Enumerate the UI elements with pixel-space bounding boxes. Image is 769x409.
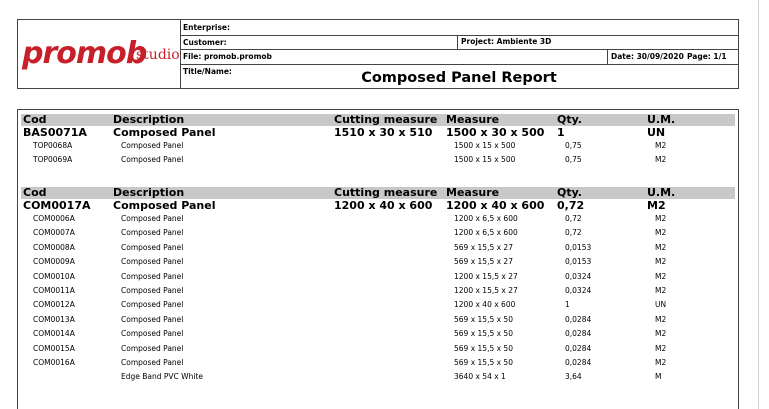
- customer-row: [180, 35, 738, 50]
- item-meas: 569 x 15,5 x 27: [454, 242, 513, 252]
- group-main-row: [21, 126, 735, 139]
- item-qty: 3,64: [565, 372, 582, 382]
- item-cod: COM0009A: [33, 257, 75, 267]
- group-cut: 1200 x 40 x 600: [334, 199, 433, 212]
- group-cut: 1510 x 30 x 510: [334, 126, 433, 139]
- item-qty: 0,0324: [565, 271, 592, 281]
- page-edge: [758, 0, 759, 409]
- item-um: M2: [655, 214, 667, 223]
- group-cod: BAS0071A: [23, 126, 87, 139]
- item-meas: 569 x 15,5 x 50: [454, 329, 513, 339]
- item-meas: 1200 x 40 x 600: [454, 300, 516, 310]
- item-qty: 0,72: [565, 228, 582, 238]
- column-header-row: [21, 187, 735, 199]
- item-desc: Composed Panel: [121, 228, 184, 238]
- item-meas: 1500 x 15 x 500: [454, 141, 516, 150]
- item-qty: 0,0284: [565, 329, 592, 339]
- item-cod: TOP0068A: [33, 141, 73, 150]
- report-header: [17, 19, 739, 89]
- column-header-meas: Measure: [446, 186, 500, 199]
- report-title: Composed Panel Report: [361, 70, 557, 86]
- item-desc: Composed Panel: [121, 214, 184, 223]
- item-desc: Composed Panel: [121, 155, 184, 165]
- item-um: M2: [655, 155, 667, 165]
- item-um: M2: [655, 343, 667, 353]
- item-um: M2: [655, 257, 667, 267]
- logo-main-text: promob: [22, 36, 147, 71]
- file-field: File: promob.promob: [183, 52, 272, 61]
- item-cod: COM0011A: [33, 286, 75, 295]
- item-um: M2: [655, 286, 667, 295]
- item-cod: COM0010A: [33, 271, 75, 281]
- item-meas: 3640 x 54 x 1: [454, 372, 506, 382]
- group-um: M2: [647, 199, 666, 212]
- item-um: M2: [655, 242, 667, 252]
- promob-logo: [18, 20, 181, 88]
- table-row: [21, 327, 735, 341]
- item-desc: Composed Panel: [121, 286, 184, 295]
- item-cod: COM0006A: [33, 214, 75, 223]
- item-meas: 569 x 15,5 x 27: [454, 257, 513, 267]
- item-cod: COM0015A: [33, 343, 75, 353]
- item-qty: 0,0153: [565, 257, 592, 267]
- group-cod: COM0017A: [23, 199, 91, 212]
- table-row: [21, 241, 735, 255]
- item-meas: 1200 x 6,5 x 600: [454, 228, 518, 238]
- item-qty: 0,0153: [565, 242, 592, 252]
- item-meas: 1200 x 15,5 x 27: [454, 286, 518, 295]
- item-qty: 0,75: [565, 141, 582, 150]
- item-meas: 569 x 15,5 x 50: [454, 314, 513, 324]
- logo-sub-text: studio: [136, 47, 180, 63]
- table-row: [21, 356, 735, 370]
- column-header-row: [21, 114, 735, 126]
- table-row: [21, 298, 735, 312]
- table-row: [21, 139, 735, 153]
- item-desc: Composed Panel: [121, 329, 184, 339]
- item-um: M: [655, 372, 662, 382]
- column-header-cut: Cutting measure: [334, 186, 438, 199]
- group-meas: 1200 x 40 x 600: [446, 199, 545, 212]
- item-cod: COM0013A: [33, 314, 75, 324]
- column-header-cod: Cod: [23, 113, 47, 126]
- item-qty: 0,0284: [565, 343, 592, 353]
- group-qty: 1: [557, 126, 565, 139]
- item-desc: Composed Panel: [121, 343, 184, 353]
- column-header-desc: Description: [113, 186, 185, 199]
- item-desc: Composed Panel: [121, 300, 184, 310]
- customer-label: Customer:: [183, 38, 227, 47]
- item-um: M2: [655, 141, 667, 150]
- item-qty: 0,0284: [565, 358, 592, 367]
- table-row: [21, 226, 735, 240]
- item-cod: COM0016A: [33, 358, 75, 367]
- column-header-qty: Qty.: [557, 113, 582, 126]
- group-meas: 1500 x 30 x 500: [446, 126, 545, 139]
- item-um: M2: [655, 271, 667, 281]
- group-main-row: [21, 199, 735, 212]
- table-row: [21, 370, 735, 384]
- item-um: M2: [655, 228, 667, 238]
- title-label: Title/Name:: [183, 67, 232, 76]
- item-meas: 569 x 15,5 x 50: [454, 358, 513, 367]
- column-header-cut: Cutting measure: [334, 113, 438, 126]
- column-header-cod: Cod: [23, 186, 47, 199]
- item-qty: 0,75: [565, 155, 582, 165]
- item-um: M2: [655, 329, 667, 339]
- project-field: Project: Ambiente 3D: [457, 35, 551, 49]
- item-um: M2: [655, 358, 667, 367]
- item-desc: Composed Panel: [121, 358, 184, 367]
- group-qty: 0,72: [557, 199, 585, 212]
- item-desc: Edge Band PVC White: [121, 372, 203, 382]
- item-um: M2: [655, 314, 667, 324]
- item-cod: COM0012A: [33, 300, 75, 310]
- item-cod: COM0008A: [33, 242, 75, 252]
- column-header-um: U.M.: [647, 113, 676, 126]
- column-header-meas: Measure: [446, 113, 500, 126]
- file-row: [180, 49, 738, 65]
- item-qty: 0,72: [565, 214, 582, 223]
- table-row: [21, 212, 735, 226]
- item-cod: COM0007A: [33, 228, 75, 238]
- column-header-um: U.M.: [647, 186, 676, 199]
- item-cod: TOP0069A: [33, 155, 73, 165]
- item-desc: Composed Panel: [121, 242, 184, 252]
- group-desc: Composed Panel: [113, 199, 216, 212]
- group-desc: Composed Panel: [113, 126, 216, 139]
- enterprise-label: Enterprise:: [183, 23, 231, 32]
- item-um: UN: [655, 300, 667, 310]
- item-meas: 1500 x 15 x 500: [454, 155, 516, 165]
- table-row: [21, 342, 735, 356]
- item-meas: 1200 x 15,5 x 27: [454, 271, 518, 281]
- table-row: [21, 313, 735, 327]
- table-row: [21, 255, 735, 269]
- group-um: UN: [647, 126, 666, 139]
- table-row: [21, 284, 735, 298]
- report-body: [17, 109, 739, 409]
- enterprise-row: [180, 20, 738, 36]
- item-meas: 1200 x 6,5 x 600: [454, 214, 518, 223]
- item-qty: 0,0284: [565, 314, 592, 324]
- item-meas: 569 x 15,5 x 50: [454, 343, 513, 353]
- page-field: Page: 1/1: [687, 52, 727, 61]
- column-header-desc: Description: [113, 113, 185, 126]
- item-desc: Composed Panel: [121, 141, 184, 150]
- date-field: Date: 30/09/2020: [607, 49, 684, 64]
- column-header-qty: Qty.: [557, 186, 582, 199]
- item-qty: 1: [565, 300, 570, 310]
- item-cod: COM0014A: [33, 329, 75, 339]
- item-desc: Composed Panel: [121, 271, 184, 281]
- item-desc: Composed Panel: [121, 314, 184, 324]
- item-desc: Composed Panel: [121, 257, 184, 267]
- table-row: [21, 270, 735, 284]
- table-row: [21, 153, 735, 167]
- item-qty: 0,0324: [565, 286, 592, 295]
